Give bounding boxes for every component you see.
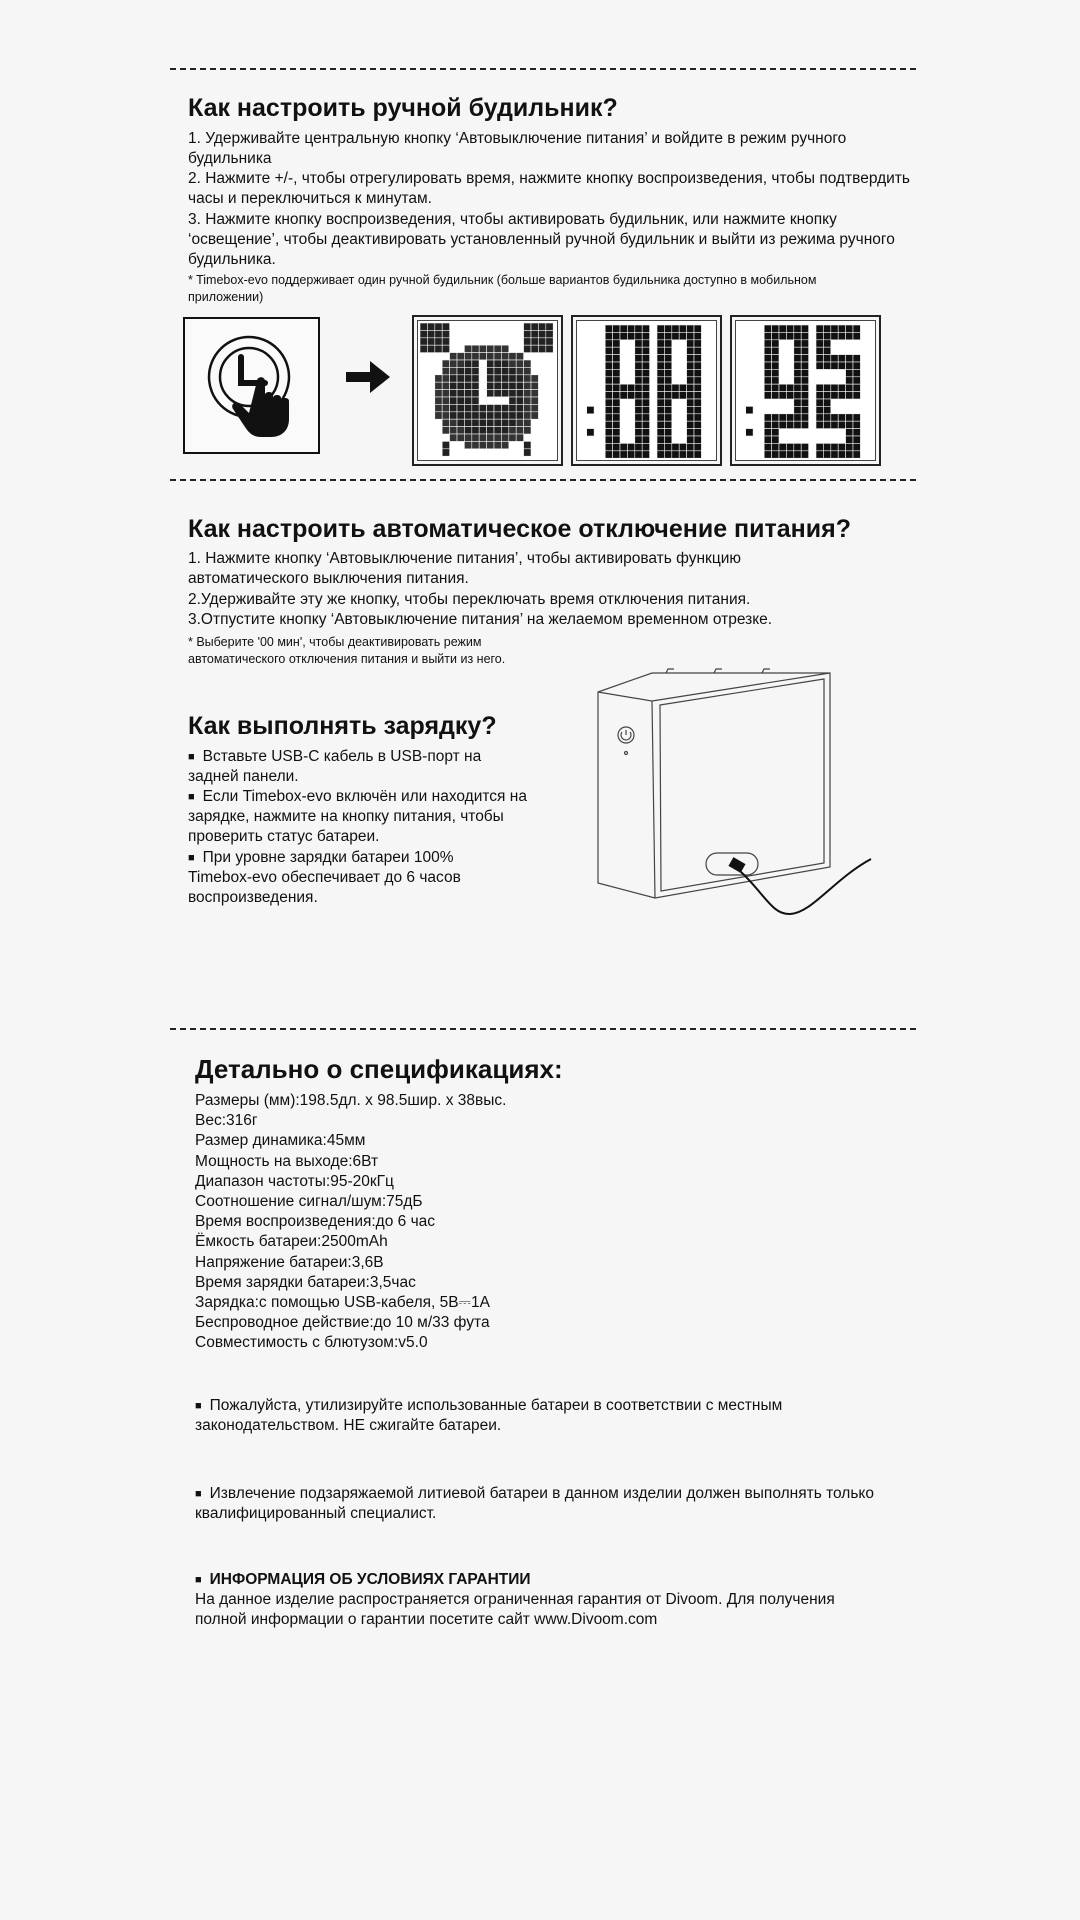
pixel-alarm-clock-icon bbox=[414, 317, 561, 464]
notice-recycle: ■ Пожалуйста, утилизируйте использованные батареи в соответствии с местным законодательством. НЕ сжигайте батареи. bbox=[195, 1396, 885, 1436]
alarm-step-3: 3. Нажмите кнопку воспроизведения, чтобы активировать будильник, или нажмите кнопку ‘освещение’, чтобы деактивировать установленный ручной будильник и выйти из режима ручного будильника. bbox=[188, 211, 895, 268]
specs-title: Детально о спецификациях: bbox=[195, 1054, 563, 1084]
spec-row: Беспроводное действие:до 10 м/33 фута bbox=[195, 1314, 490, 1332]
tap-button-illustration bbox=[183, 317, 320, 454]
spec-row: Совместимость с блютузом:v5.0 bbox=[195, 1334, 428, 1352]
pixel-digits-display bbox=[573, 317, 720, 464]
notice-battery-removal: ■ Извлечение подзаряжаемой литиевой батареи в данном изделии должен выполнять только квалифицированный специалист. bbox=[195, 1484, 895, 1524]
warranty-text: На данное изделие распространяется ограниченная гарантия от Divoom. Для получения полной информации о гарантии посетите сайт www.Divoom.com bbox=[195, 1591, 835, 1628]
alarm-step-1: 1. Удерживайте центральную кнопку ‘Автовыключение питания’ и войдите в режим ручного будильника bbox=[188, 130, 847, 167]
charging-item-3: ■ При уровне зарядки батареи 100% Timebox-evo обеспечивает до 6 часов воспроизведения. bbox=[188, 848, 518, 908]
alarm-step-2: 2. Нажмите +/-, чтобы отрегулировать время, нажмите кнопку воспроизведения, чтобы подтвердить часы и переключиться к минутам. bbox=[188, 170, 910, 207]
spec-row: Зарядка:с помощью USB-кабеля, 5В⎓1А bbox=[195, 1294, 490, 1312]
arrow-right-icon bbox=[344, 357, 392, 397]
autooff-note: * Выберите '00 мин', чтобы деактивировать режим автоматического отключения питания и выйти из него. bbox=[188, 635, 506, 666]
alarm-note: * Timebox-evo поддерживает один ручной будильник (больше вариантов будильника доступно в мобильном приложении) bbox=[188, 273, 817, 304]
divider-top bbox=[170, 68, 916, 70]
spec-row: Размеры (мм):198.5дл. x 98.5шир. x 38выс. bbox=[195, 1092, 507, 1109]
warranty-title: ■ ИНФОРМАЦИЯ ОБ УСЛОВИЯХ ГАРАНТИИ bbox=[195, 1570, 795, 1590]
divider-2 bbox=[170, 479, 916, 481]
autooff-step-1: 1. Нажмите кнопку ‘Автовыключение питания’, чтобы активировать функцию автоматического выключения питания. bbox=[188, 550, 741, 587]
autooff-step-2: 2.Удерживайте эту же кнопку, чтобы переключать время отключения питания. bbox=[188, 591, 751, 608]
specs-list bbox=[195, 1091, 506, 1354]
spec-row: Ёмкость батареи:2500mAh bbox=[195, 1233, 388, 1251]
device-charging-illustration bbox=[594, 667, 884, 922]
pixel-time-display-1 bbox=[571, 315, 722, 466]
autooff-step-3: 3.Отпустите кнопку ‘Автовыключение питания’ на желаемом временном отрезке. bbox=[188, 611, 773, 628]
autooff-title: Как настроить автоматическое отключение питания? bbox=[188, 515, 851, 543]
spec-row: Напряжение батареи:3,6В bbox=[195, 1253, 384, 1271]
pixel-time-display-2 bbox=[730, 315, 881, 466]
spec-row: Размер динамика:45мм bbox=[195, 1132, 366, 1150]
spec-row: Время зарядки батареи:3,5час bbox=[195, 1273, 416, 1291]
spec-row: Вес:316г bbox=[195, 1112, 258, 1130]
pixel-alarm-display bbox=[412, 315, 563, 466]
touch-clock-icon bbox=[185, 319, 318, 452]
charging-item-1: ■ Вставьте USB-C кабель в USB-порт на задней панели. bbox=[188, 747, 528, 787]
alarm-title: Как настроить ручной будильник? bbox=[188, 94, 618, 122]
divider-3 bbox=[170, 1028, 916, 1030]
pixel-digits-display bbox=[732, 317, 879, 464]
spec-row: Соотношение сигнал/шум:75дБ bbox=[195, 1193, 423, 1211]
charging-item-2: ■ Если Timebox-evo включён или находится на зарядке, нажмите на кнопку питания, чтобы проверить статус батареи. bbox=[188, 787, 573, 847]
charging-title: Как выполнять зарядку? bbox=[188, 712, 497, 740]
spec-row: Мощность на выходе:6Вт bbox=[195, 1152, 379, 1170]
spec-row: Время воспроизведения:до 6 час bbox=[195, 1213, 436, 1231]
spec-row: Диапазон частоты:95-20кГц bbox=[195, 1172, 394, 1190]
